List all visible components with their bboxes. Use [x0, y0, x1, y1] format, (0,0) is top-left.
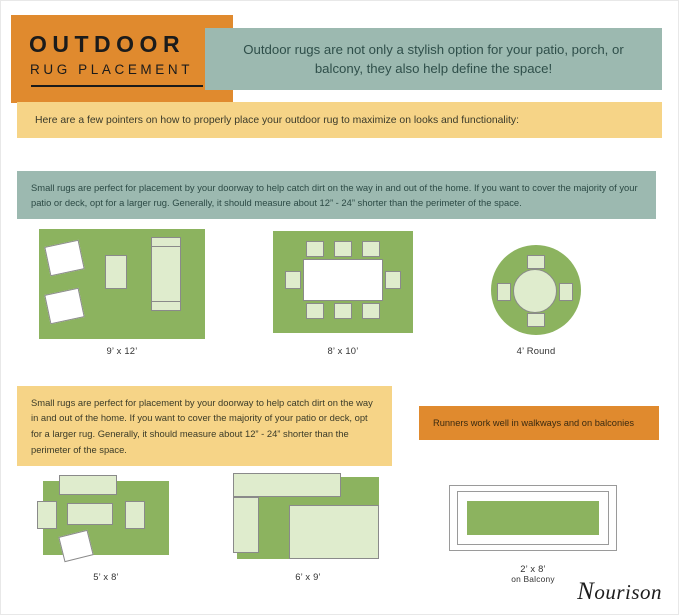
diagram-row-1 — [1, 229, 679, 364]
sofa-top-5x8 — [59, 475, 117, 495]
dining-chair-top-3 — [362, 241, 380, 257]
round-chair-left — [497, 283, 511, 301]
caption-5x8: 5’ x 8’ — [93, 571, 119, 582]
chair-left-5x8 — [37, 501, 57, 529]
teal-tip-text: Small rugs are perfect for placement by your doorway to help catch dirt on the way in and out of the home. If you want to cover the majority of your patio or deck, opt for a larger rug. Generally, it should measure about 12” - 24” shorter than the perimeter of the space. — [31, 181, 638, 208]
caption-6x9: 6’ x 9’ — [295, 571, 321, 582]
caption-9x12: 9’ x 12’ — [106, 345, 138, 356]
dining-chair-bottom-1 — [306, 303, 324, 319]
round-chair-bottom — [527, 313, 545, 327]
title-block — [11, 15, 233, 103]
dining-chair-right — [385, 271, 401, 289]
title-divider — [31, 85, 203, 87]
brand-logo — [577, 578, 662, 606]
coffee-table — [105, 255, 127, 289]
caption-8x10: 8’ x 10’ — [327, 345, 359, 356]
ottoman-5x8 — [58, 530, 93, 562]
orange-runner-text: Runners work well in walkways and on balconies — [433, 418, 635, 428]
orange-runner-banner — [419, 406, 659, 440]
sectional-left — [233, 497, 259, 553]
rug-shape-2x8-runner — [467, 501, 599, 535]
sectional-corner — [289, 505, 379, 559]
caption-2x8-sublabel: on Balcony — [511, 574, 555, 584]
round-chair-right — [559, 283, 573, 301]
dining-chair-bottom-2 — [334, 303, 352, 319]
intro-yellow-text: Here are a few pointers on how to properly place your outdoor rug to maximize on looks and functionality: — [35, 114, 520, 126]
side-table-bottom — [151, 301, 181, 311]
sofa-right — [151, 245, 181, 303]
caption-4-round: 4’ Round — [516, 345, 556, 356]
intro-teal-banner — [205, 28, 662, 90]
side-table-top — [151, 237, 181, 247]
page-subtitle: RUG PLACEMENT — [30, 62, 194, 77]
dining-table — [303, 259, 383, 301]
round-chair-top — [527, 255, 545, 269]
teal-tip-banner — [17, 171, 656, 219]
dining-chair-top-2 — [334, 241, 352, 257]
brand-logo-initial: N — [577, 578, 595, 605]
intro-yellow-banner — [17, 102, 662, 138]
chair-right-5x8 — [125, 501, 145, 529]
page-title: OUTDOOR — [29, 31, 186, 57]
yellow-tip-banner — [17, 386, 392, 466]
sectional-top — [233, 473, 341, 497]
intro-teal-text: Outdoor rugs are not only a stylish option for your patio, porch, or balcony, they also help define the space! — [243, 41, 624, 76]
caption-2x8: 2’ x 8’ — [520, 563, 546, 574]
coffee-table-5x8 — [67, 503, 113, 525]
brand-logo-text: ourison — [594, 580, 662, 604]
round-table — [513, 269, 557, 313]
yellow-tip-text: Small rugs are perfect for placement by your doorway to help catch dirt on the way in and out of the home. If you want to cover the majority of your patio or deck, opt for a larger rug. Generally, it should measure about 12” - 24” shorter than the perimeter of the space. — [31, 396, 373, 455]
dining-chair-bottom-3 — [362, 303, 380, 319]
dining-chair-left — [285, 271, 301, 289]
dining-chair-top-1 — [306, 241, 324, 257]
